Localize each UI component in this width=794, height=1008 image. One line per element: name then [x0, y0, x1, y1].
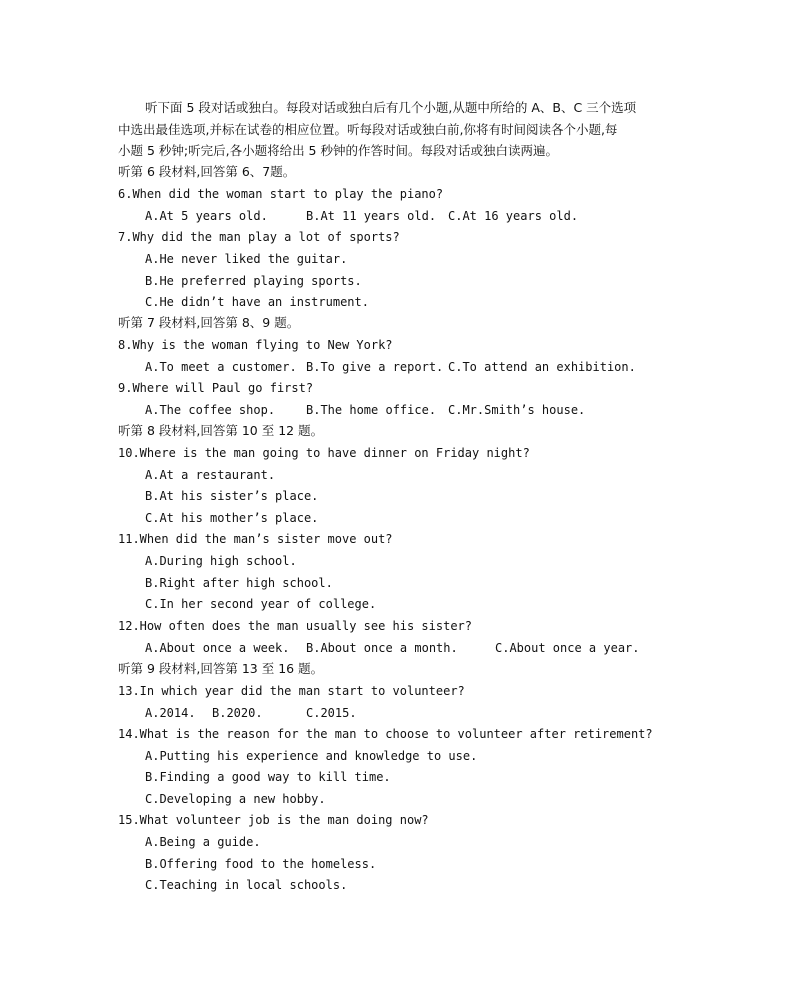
- question-11-option-b: B.Right after high school.: [145, 576, 333, 590]
- question-8-option-b: B.To give a report.: [306, 360, 444, 374]
- question-14-option-c: C.Developing a new hobby.: [145, 792, 326, 806]
- question-14: 14.What is the reason for the man to choose to volunteer after retirement?: [118, 727, 653, 741]
- question-15: 15.What volunteer job is the man doing now?: [118, 813, 429, 827]
- question-8: 8.Why is the woman flying to New York?: [118, 338, 393, 352]
- question-9-option-b: B.The home office.: [306, 403, 437, 417]
- question-9: 9.Where will Paul go first?: [118, 381, 314, 395]
- section-heading-8: 听第 8 段材料,回答第 10 至 12 题。: [118, 423, 324, 438]
- question-10-option-c: C.At his mother’s place.: [145, 511, 319, 525]
- question-12: 12.How often does the man usually see his sister?: [118, 619, 473, 633]
- question-13: 13.In which year did the man start to volunteer?: [118, 684, 465, 698]
- question-15-option-b: B.Offering food to the homeless.: [145, 857, 377, 871]
- question-12-option-b: B.About once a month.: [306, 641, 458, 655]
- question-11-option-c: C.In her second year of college.: [145, 597, 377, 611]
- question-12-option-a: A.About once a week.: [145, 641, 290, 655]
- question-13-option-a: A.2014.: [145, 706, 196, 720]
- question-11: 11.When did the man’s sister move out?: [118, 532, 393, 546]
- question-10-option-b: B.At his sister’s place.: [145, 489, 319, 503]
- instructions-line-2: 中选出最佳选项,并标在试卷的相应位置。听每段对话或独白前,你将有时间阅读各个小题,每: [118, 122, 618, 137]
- question-14-option-b: B.Finding a good way to kill time.: [145, 770, 391, 784]
- question-13-option-c: C.2015.: [306, 706, 357, 720]
- question-6: 6.When did the woman start to play the piano?: [118, 187, 444, 201]
- section-heading-6: 听第 6 段材料,回答第 6、7题。: [118, 164, 296, 179]
- question-8-option-a: A.To meet a customer.: [145, 360, 297, 374]
- question-14-option-a: A.Putting his experience and knowledge to use.: [145, 749, 478, 763]
- question-7-option-a: A.He never liked the guitar.: [145, 252, 348, 266]
- instructions-line-3: 小题 5 秒钟;听完后,各小题将给出 5 秒钟的作答时间。每段对话或独白读两遍。: [118, 143, 558, 158]
- question-15-option-c: C.Teaching in local schools.: [145, 878, 348, 892]
- question-13-option-b: B.2020.: [212, 706, 263, 720]
- question-8-option-c: C.To attend an exhibition.: [448, 360, 636, 374]
- question-9-option-c: C.Mr.Smith’s house.: [448, 403, 586, 417]
- question-7: 7.Why did the man play a lot of sports?: [118, 230, 400, 244]
- question-7-option-b: B.He preferred playing sports.: [145, 274, 362, 288]
- question-6-option-c: C.At 16 years old.: [448, 209, 579, 223]
- section-heading-7: 听第 7 段材料,回答第 8、9 题。: [118, 315, 300, 330]
- question-10-option-a: A.At a restaurant.: [145, 468, 276, 482]
- question-10: 10.Where is the man going to have dinner on Friday night?: [118, 446, 530, 460]
- question-6-option-b: B.At 11 years old.: [306, 209, 437, 223]
- question-6-option-a: A.At 5 years old.: [145, 209, 268, 223]
- question-15-option-a: A.Being a guide.: [145, 835, 261, 849]
- question-9-option-a: A.The coffee shop.: [145, 403, 276, 417]
- instructions-line-1: 听下面 5 段对话或独白。每段对话或独白后有几个小题,从题中所给的 A、B、C 三个选项: [145, 100, 637, 115]
- question-7-option-c: C.He didn’t have an instrument.: [145, 295, 369, 309]
- question-12-option-c: C.About once a year.: [495, 641, 640, 655]
- section-heading-9: 听第 9 段材料,回答第 13 至 16 题。: [118, 661, 324, 676]
- question-11-option-a: A.During high school.: [145, 554, 297, 568]
